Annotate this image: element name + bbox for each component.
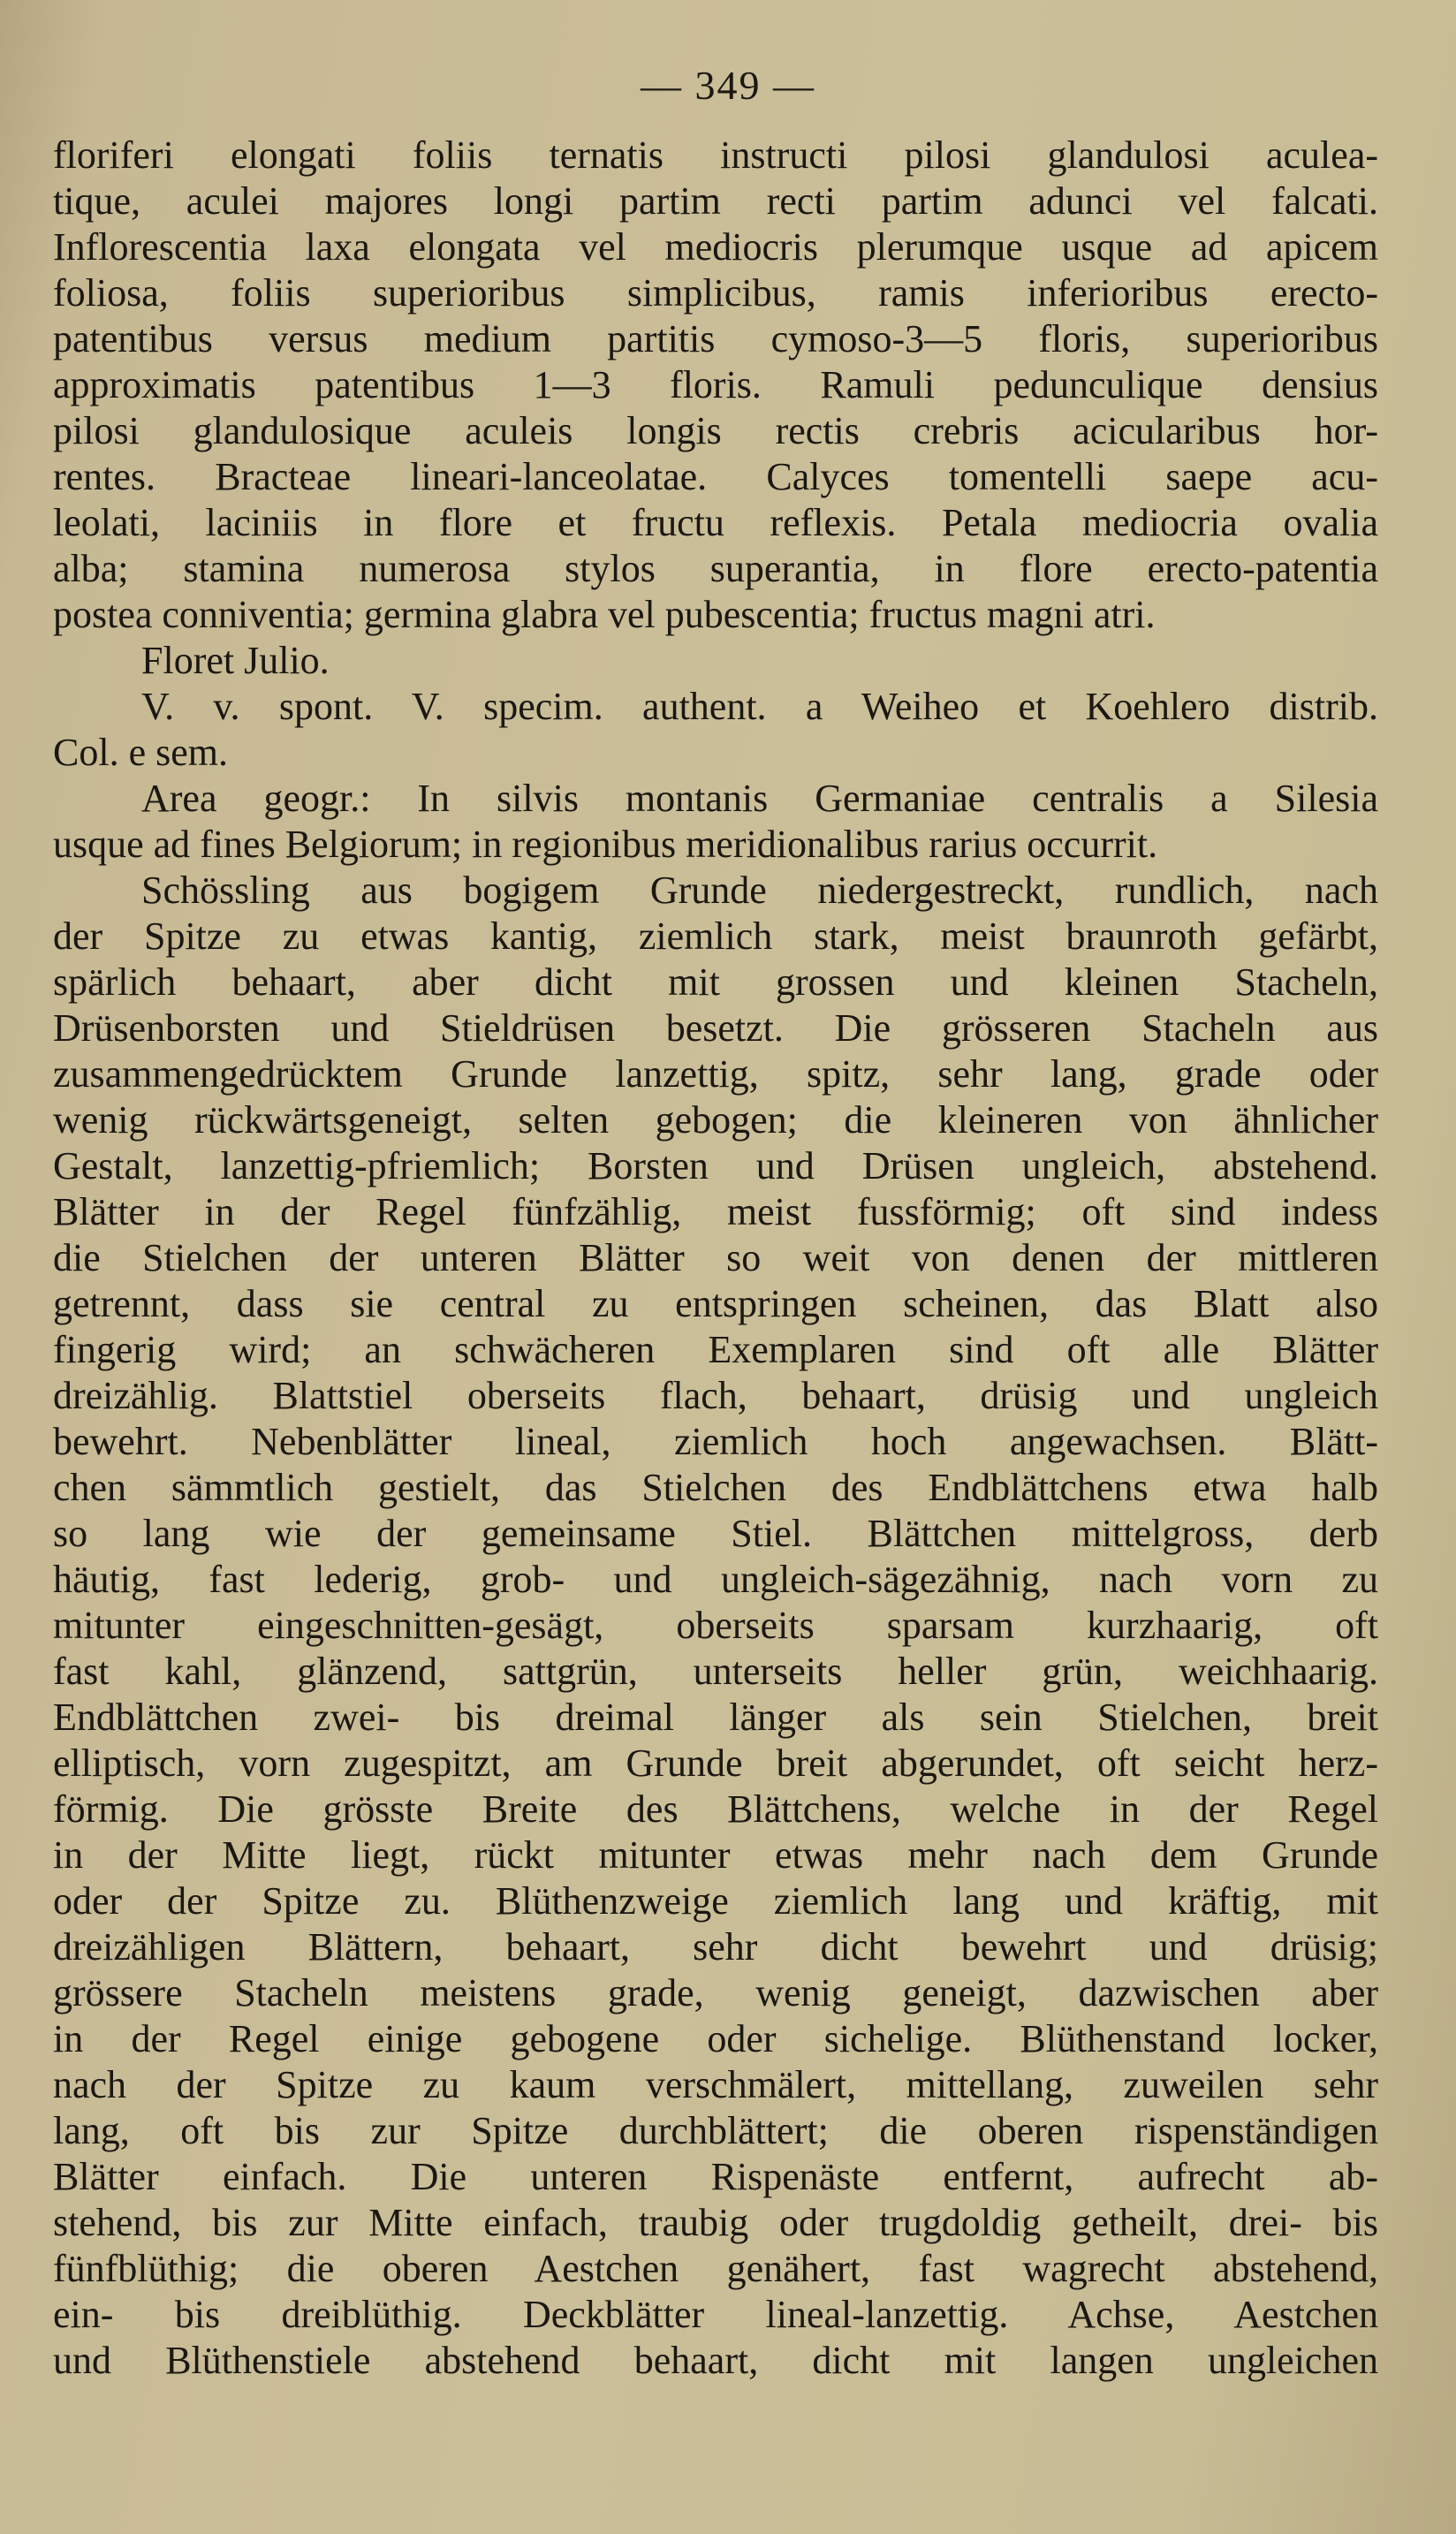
text-line: in der Regel einige gebogene oder sichelige. Blüthenstand locker, xyxy=(53,2017,1378,2060)
text-line: alba; stamina numerosa stylos superantia, in flore erecto-patentia xyxy=(53,547,1378,590)
text-line: chen sämmtlich gestielt, das Stielchen des Endblättchens etwa halb xyxy=(53,1466,1378,1509)
text-line: fingerig wird; an schwächeren Exemplaren sind oft alle Blätter xyxy=(53,1328,1378,1371)
text-line: stehend, bis zur Mitte einfach, traubig oder trugdoldig getheilt, drei- bis xyxy=(53,2201,1378,2244)
text-line: oder der Spitze zu. Blüthenzweige ziemlich lang und kräftig, mit xyxy=(53,1879,1378,1923)
page-number: — 349 — xyxy=(641,63,815,108)
text-line: wenig rückwärtsgeneigt, selten gebogen; die kleineren von ähnlicher xyxy=(53,1098,1378,1142)
text-line: fünfblüthig; die oberen Aestchen genähert, fast wagrecht abstehend, xyxy=(53,2247,1378,2290)
text-line: dreizählig. Blattstiel oberseits flach, behaart, drüsig und ungleich xyxy=(53,1374,1378,1417)
text-line: getrennt, dass sie central zu entspringen scheinen, das Blatt also xyxy=(53,1282,1378,1325)
text-line: in der Mitte liegt, rückt mitunter etwas mehr nach dem Grunde xyxy=(53,1833,1378,1877)
text-line: spärlich behaart, aber dicht mit grossen und kleinen Stacheln, xyxy=(53,960,1378,1004)
text-line: dreizähligen Blättern, behaart, sehr dicht bewehrt und drüsig; xyxy=(53,1925,1378,1969)
text-line: foliosa, foliis superioribus simplicibus, ramis inferioribus erecto- xyxy=(53,271,1378,315)
text-line: Col. e sem. xyxy=(53,731,228,774)
text-line: Gestalt, lanzettig-pfriemlich; Borsten und Drüsen ungleich, abstehend. xyxy=(53,1144,1378,1187)
text-line: approximatis patentibus 1—3 floris. Ramuli pedunculique densius xyxy=(53,363,1378,406)
text-line: zusammengedrücktem Grunde lanzettig, spitz, sehr lang, grade oder xyxy=(53,1052,1378,1096)
text-line: die Stielchen der unteren Blätter so weit von denen der mittleren xyxy=(53,1236,1378,1279)
text-line: so lang wie der gemeinsame Stiel. Blättchen mittelgross, derb xyxy=(53,1512,1378,1555)
text-line: rentes. Bracteae lineari-lanceolatae. Calyces tomentelli saepe acu- xyxy=(53,455,1378,498)
text-line: usque ad fines Belgiorum; in regionibus meridionalibus rarius occurrit. xyxy=(53,823,1158,866)
text-line: patentibus versus medium partitis cymoso-3—5 floris, superioribus xyxy=(53,317,1378,360)
text-line: elliptisch, vorn zugespitzt, am Grunde breit abgerundet, oft seicht herz- xyxy=(53,1741,1378,1785)
text-line: Blätter einfach. Die unteren Rispenäste entfernt, aufrecht ab- xyxy=(53,2155,1378,2198)
text-line: grössere Stacheln meistens grade, wenig geneigt, dazwischen aber xyxy=(53,1971,1378,2014)
text-line: V. v. spont. V. specim. authent. a Weiheo et Koehlero distrib. xyxy=(141,685,1378,728)
text-line: tique, aculei majores longi partim recti partim adunci vel falcati. xyxy=(53,179,1378,223)
text-line: Blätter in der Regel fünfzählig, meist fussförmig; oft sind indess xyxy=(53,1190,1378,1233)
text-line: förmig. Die grösste Breite des Blättchens, welche in der Regel xyxy=(53,1787,1378,1831)
text-line: Area geogr.: In silvis montanis Germaniae centralis a Silesia xyxy=(141,777,1378,820)
text-line: leolati, laciniis in flore et fructu reflexis. Petala mediocria ovalia xyxy=(53,501,1378,544)
text-line: Endblättchen zwei- bis dreimal länger als sein Stielchen, breit xyxy=(53,1696,1378,1739)
text-line: nach der Spitze zu kaum verschmälert, mittellang, zuweilen sehr xyxy=(53,2063,1378,2106)
text-line: Floret Julio. xyxy=(141,639,330,682)
text-line: mitunter eingeschnitten-gesägt, oberseits sparsam kurzhaarig, oft xyxy=(53,1604,1378,1647)
text-line: häutig, fast lederig, grob- und ungleich-sägezähnig, nach vorn zu xyxy=(53,1558,1378,1601)
text-line: Inflorescentia laxa elongata vel mediocris plerumque usque ad apicem xyxy=(53,225,1378,269)
text-line: fast kahl, glänzend, sattgrün, unterseits heller grün, weichhaarig. xyxy=(53,1650,1378,1693)
text-line: lang, oft bis zur Spitze durchblättert; die oberen rispenständigen xyxy=(53,2109,1378,2152)
text-line: Drüsenborsten und Stieldrüsen besetzt. Die grösseren Stacheln aus xyxy=(53,1006,1378,1050)
text-line: der Spitze zu etwas kantig, ziemlich stark, meist braunroth gefärbt, xyxy=(53,914,1378,958)
text-line: ein- bis dreiblüthig. Deckblätter lineal-lanzettig. Achse, Aestchen xyxy=(53,2293,1378,2336)
text-line: bewehrt. Nebenblätter lineal, ziemlich hoch angewachsen. Blätt- xyxy=(53,1420,1378,1463)
text-line: floriferi elongati foliis ternatis instructi pilosi glandulosi aculea- xyxy=(53,133,1378,177)
text-line: Schössling aus bogigem Grunde niedergestreckt, rundlich, nach xyxy=(141,869,1378,912)
text-line: und Blüthenstiele abstehend behaart, dicht mit langen ungleichen xyxy=(53,2339,1378,2382)
text-line: postea conniventia; germina glabra vel pubescentia; fructus magni atri. xyxy=(53,593,1156,636)
body-text xyxy=(53,133,1378,2384)
text-line: pilosi glandulosique aculeis longis rectis crebris acicularibus hor- xyxy=(53,409,1378,452)
